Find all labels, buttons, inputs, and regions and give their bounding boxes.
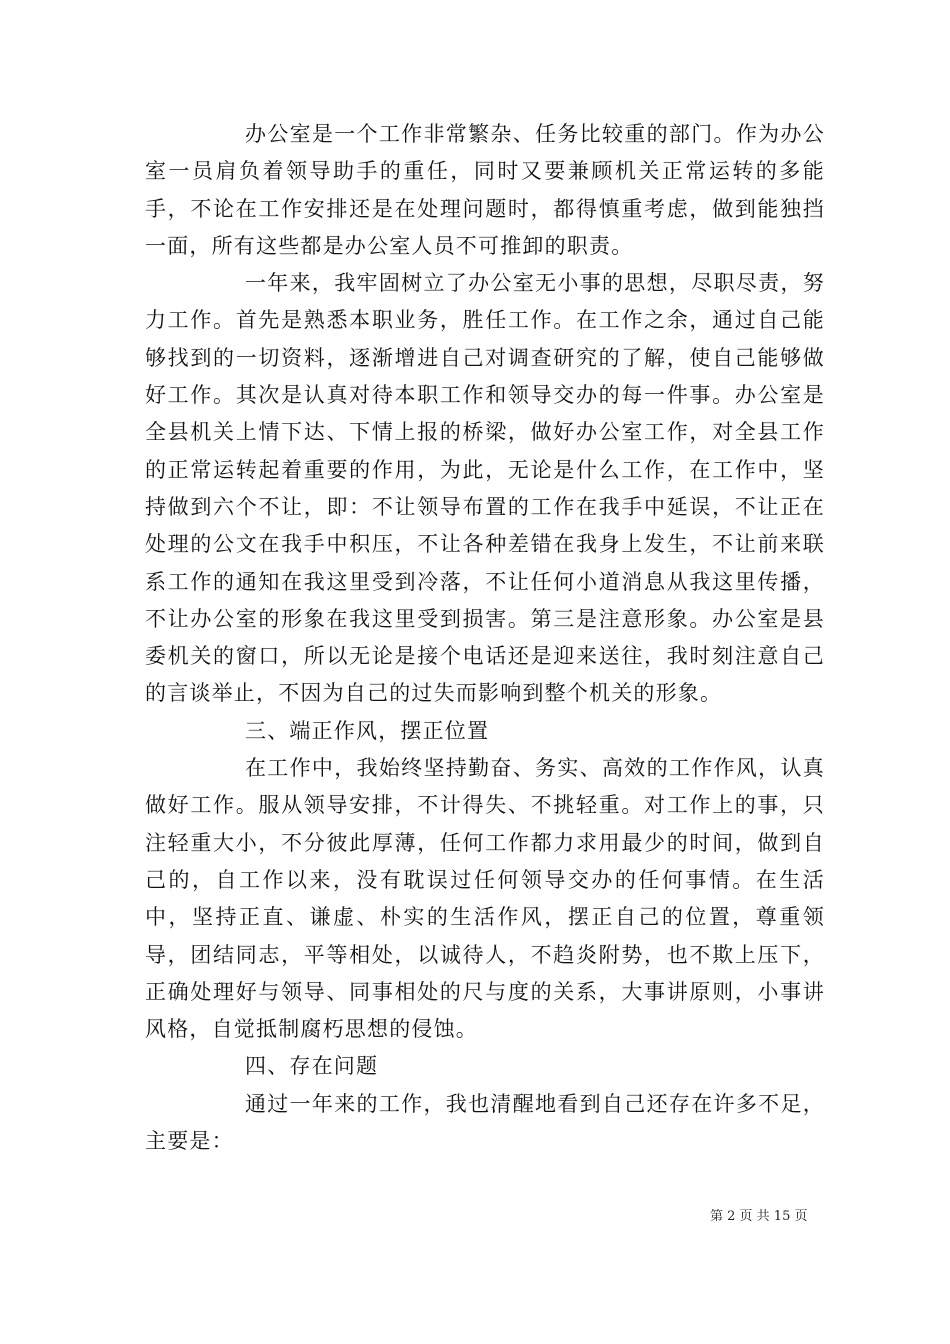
paragraph-year-review: 一年来，我牢固树立了办公室无小事的思想，尽职尽责，努力工作。首先是熟悉本职业务，胜任工作。在工作之余，通过自己能够找到的一切资料，逐渐增进自己对调查研究的了解，使自己能够做好工作。其次是认真对待本职工作和领导交办的每一件事。办公室是全县机关上情下达、下情上报的桥梁，做好办公室工作，对全县工作的正常运转起着重要的作用，为此，无论是什么工作，在工作中，坚持做到六个不让，即：不让领导布置的工作在我手中延误，不让正在处理的公文在我手中积压，不让各种差错在我身上发生，不让前来联系工作的通知在我这里受到冷落，不让任何小道消息从我这里传播，不让办公室的形象在我这里受到损害。第三是注意形象。办公室是县委机关的窗口，所以无论是接个电话还是迎来送往，我时刻注意自己的言谈举止，不因为自己的过失而影响到整个机关的形象。 <box>145 271 825 706</box>
section-heading-work-style: 三、端正作风，摆正位置 <box>245 718 490 743</box>
page-number-footer: 第 2 页 共 15 页 <box>710 1209 808 1224</box>
paragraph-problems: 通过一年来的工作，我也清醒地看到自己还存在许多不足，主要是： <box>145 1091 825 1154</box>
document-body <box>145 116 825 1160</box>
section-heading-problems: 四、存在问题 <box>245 1054 379 1079</box>
paragraph-office-duties: 办公室是一个工作非常繁杂、任务比较重的部门。作为办公室一员肩负着领导助手的重任，同时又要兼顾机关正常运转的多能手，不论在工作安排还是在处理问题时，都得慎重考虑，做到能独挡一面，所有这些都是办公室人员不可推卸的职责。 <box>145 122 825 258</box>
paragraph-work-style: 在工作中，我始终坚持勤奋、务实、高效的工作作风，认真做好工作。服从领导安排，不计得失、不挑轻重。对工作上的事，只注轻重大小，不分彼此厚薄，任何工作都力求用最少的时间，做到自己的，自工作以来，没有耽误过任何领导交办的任何事情。在生活中，坚持正直、谦虚、朴实的生活作风，摆正自己的位置，尊重领导，团结同志，平等相处，以诚待人，不趋炎附势，也不欺上压下，正确处理好与领导、同事相处的尺与度的关系，大事讲原则，小事讲风格，自觉抵制腐朽思想的侵蚀。 <box>145 756 825 1042</box>
